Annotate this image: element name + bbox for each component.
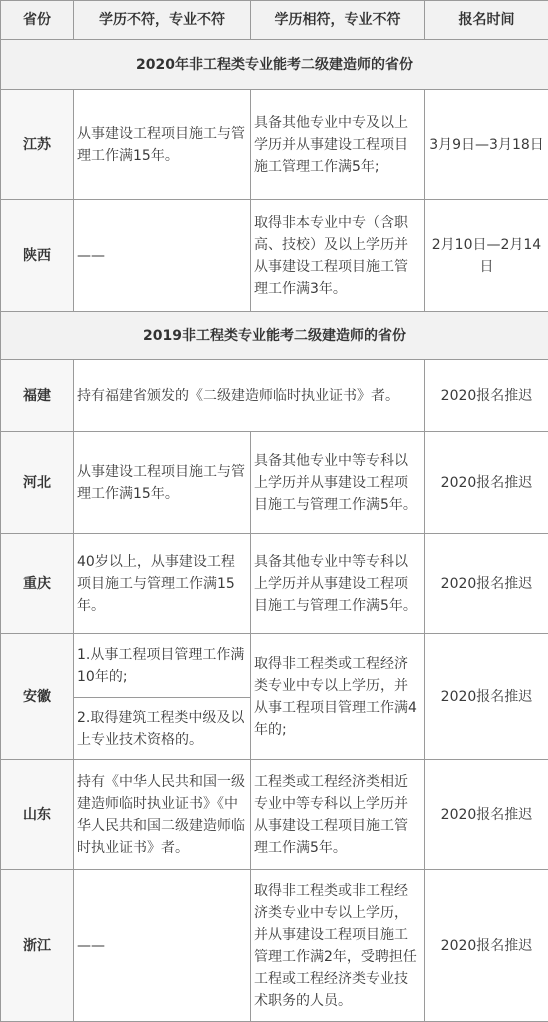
table-row <box>1 634 548 698</box>
reg-time-cell: 3月9日—3月18日 <box>425 90 548 200</box>
both-mismatch-cell: —— <box>74 200 251 312</box>
edu-match-cell: 取得非工程类或工程经济类专业中专以上学历，并从事工程项目管理工作满4年的; <box>251 634 425 760</box>
province-cell: 山东 <box>1 760 74 870</box>
edu-match-cell: 取得非工程类或非工程经济类专业中专以上学历，并从事建设工程项目施工管理工作满2年，受聘担任工程或工程经济类专业技术职务的人员。 <box>251 870 425 1022</box>
reg-time-cell: 2月10日—2月14日 <box>425 200 548 312</box>
both-mismatch-cell: 持有《中华人民共和国一级建造师临时执业证书》《中华人民共和国二级建造师临时执业证书》者。 <box>74 760 251 870</box>
both-mismatch-cell: 1.从事工程项目管理工作满10年的; <box>74 634 251 698</box>
combined-requirement-cell: 持有福建省颁发的《二级建造师临时执业证书》者。 <box>74 360 425 432</box>
section-title-2019: 2019非工程类专业能考二级建造师的省份 <box>1 312 548 360</box>
table-row <box>1 760 548 870</box>
table-row <box>1 360 548 432</box>
province-cell: 江苏 <box>1 90 74 200</box>
province-cell: 浙江 <box>1 870 74 1022</box>
header-province: 省份 <box>1 1 74 40</box>
both-mismatch-cell: 2.取得建筑工程类中级及以上专业技术资格的。 <box>74 698 251 760</box>
reg-time-cell: 2020报名推迟 <box>425 760 548 870</box>
edu-match-cell: 具备其他专业中等专科以上学历并从事建设工程项目施工与管理工作满5年。 <box>251 432 425 534</box>
edu-match-cell: 工程类或工程经济类相近专业中等专科以上学历并从事建设工程项目施工管理工作满5年。 <box>251 760 425 870</box>
header-reg-time: 报名时间 <box>425 1 548 40</box>
reg-time-cell: 2020报名推迟 <box>425 432 548 534</box>
both-mismatch-cell: 从事建设工程项目施工与管理工作满15年。 <box>74 90 251 200</box>
reg-time-cell: 2020报名推迟 <box>425 870 548 1022</box>
section-row-2019 <box>1 312 548 360</box>
province-cell: 重庆 <box>1 534 74 634</box>
section-title-2020: 2020年非工程类专业能考二级建造师的省份 <box>1 40 548 90</box>
table-row <box>1 432 548 534</box>
reg-time-cell: 2020报名推迟 <box>425 534 548 634</box>
both-mismatch-cell: 从事建设工程项目施工与管理工作满15年。 <box>74 432 251 534</box>
edu-match-cell: 具备其他专业中专及以上学历并从事建设工程项目施工管理工作满5年; <box>251 90 425 200</box>
both-mismatch-cell: 40岁以上，从事建设工程项目施工与管理工作满15年。 <box>74 534 251 634</box>
province-cell: 陕西 <box>1 200 74 312</box>
reg-time-cell: 2020报名推迟 <box>425 634 548 760</box>
province-cell: 河北 <box>1 432 74 534</box>
province-cell: 安徽 <box>1 634 74 760</box>
reg-time-cell: 2020报名推迟 <box>425 360 548 432</box>
table-row <box>1 534 548 634</box>
header-both-mismatch: 学历不符，专业不符 <box>74 1 251 40</box>
header-row <box>1 1 548 40</box>
table-row <box>1 870 548 1022</box>
table-row <box>1 90 548 200</box>
edu-match-cell: 取得非本专业中专（含职高、技校）及以上学历并从事建设工程项目施工管理工作满3年。 <box>251 200 425 312</box>
edu-match-cell: 具备其他专业中等专科以上学历并从事建设工程项目施工与管理工作满5年。 <box>251 534 425 634</box>
province-cell: 福建 <box>1 360 74 432</box>
table-row <box>1 200 548 312</box>
both-mismatch-cell: —— <box>74 870 251 1022</box>
section-row-2020 <box>1 40 548 90</box>
header-edu-match: 学历相符，专业不符 <box>251 1 425 40</box>
